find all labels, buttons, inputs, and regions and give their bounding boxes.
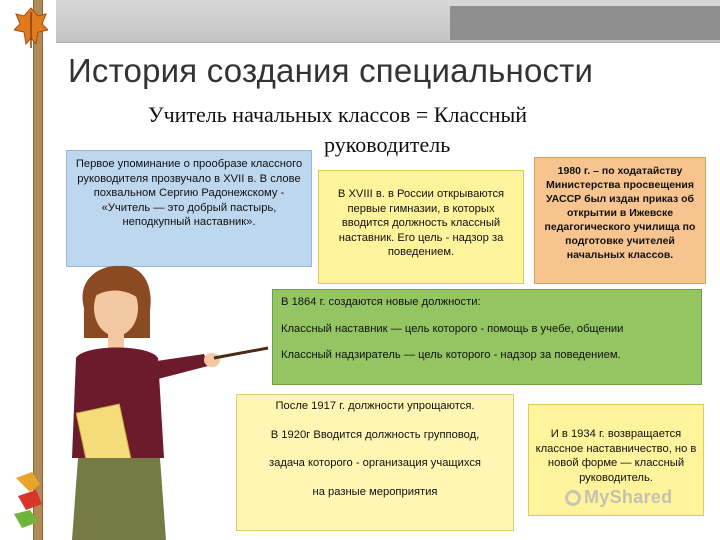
autumn-leaves-icon <box>12 470 48 530</box>
header-accent <box>450 6 720 40</box>
top-header-bar <box>56 0 720 43</box>
uassr-order-box: 1980 г. – по ходатайству Министерства просвещения УАССР был издан приказ об открытии в Ижевске педагогического училища по подготовке учителей начальных классов. <box>534 157 706 284</box>
left-decoration <box>0 0 52 540</box>
gymnasium-box: В XVIII в. в России открываются первые гимназии, в которых вводится должность классный наставник. Его цель - надзор за поведением. <box>318 170 524 284</box>
slide-title: История создания специальности <box>68 52 594 89</box>
watermark <box>565 487 672 508</box>
watermark-logo-icon <box>565 490 581 506</box>
green-line-3: Классный надзиратель — цель которого - надзор за поведением. <box>281 349 621 361</box>
autumn-leaf-icon <box>14 6 48 50</box>
subtitle-line-1: Учитель начальных классов = Классный <box>148 102 528 127</box>
new-positions-box <box>272 289 702 385</box>
yellow2-line-3: задача которого - организация учащихся <box>269 457 481 469</box>
wooden-pole <box>33 0 43 540</box>
year-1934-box: И в 1934 г. возвращается классное наставничество, но в новой форме — классный руководитель. <box>528 404 704 516</box>
green-line-1: В 1864 г. создаются новые должности: <box>281 296 481 308</box>
teacher-illustration <box>54 258 274 540</box>
after-1917-box <box>236 394 514 531</box>
green-line-2: Классный наставник — цель которого - помощь в учебе, общении <box>281 322 624 335</box>
subtitle-line-2: руководитель <box>324 132 451 157</box>
yellow2-line-4: на разные мероприятия <box>312 485 438 498</box>
watermark-text: MyShared <box>584 487 673 507</box>
yellow2-line-1: После 1917 г. должности упрощаются. <box>275 400 475 412</box>
first-mention-box: Первое упоминание о прообразе классного руководителя прозвучало в XVII в. В слове похвальном Сергию Радонежскому - «Учитель — это добрый пастырь, неподкупный наставник». <box>66 150 312 267</box>
yellow2-line-2: В 1920г Вводится должность групповод, <box>270 428 480 441</box>
